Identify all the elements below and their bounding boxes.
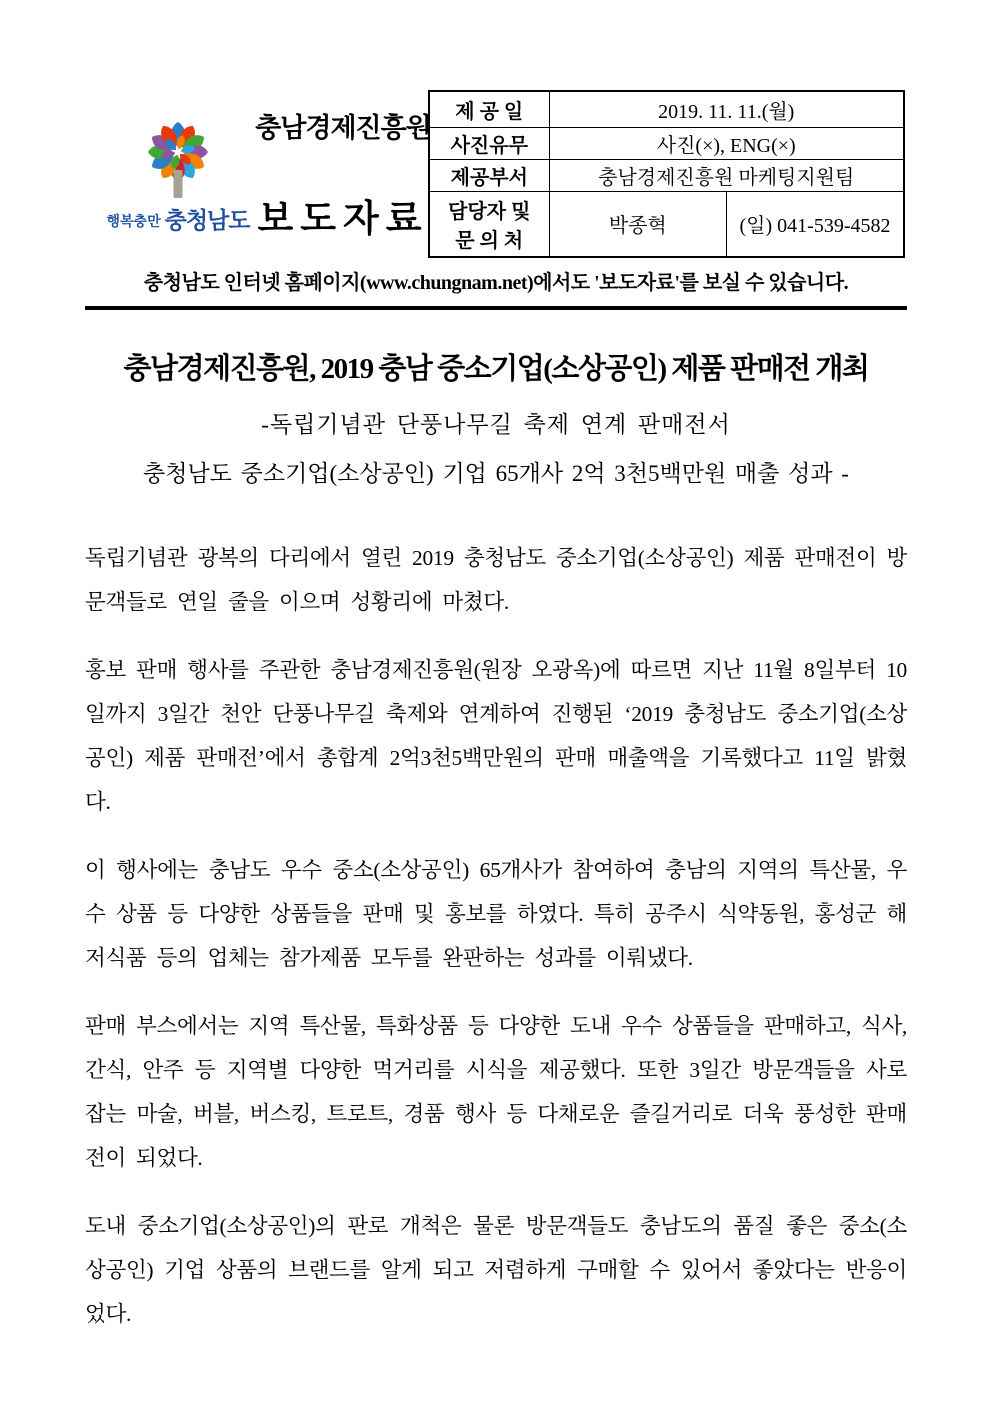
org-name: 충남경제진흥원 <box>255 113 431 143</box>
contact-phone: (일) 041-539-4582 <box>727 191 905 257</box>
contact-name: 박종혁 <box>549 191 727 257</box>
tree-logo-icon <box>122 122 234 200</box>
press-info-table <box>428 90 905 258</box>
paragraph-3: 이 행사에는 충남도 우수 중소(소상공인) 65개사가 참여하여 충남의 지역의 특산물, 우수 상품 등 다양한 상품들을 판매 및 홍보를 하였다. 특히 공주시 식약동원, 홍성군 해저식품 등의 업체는 참가제품 모두를 완판하는 성과를 이뤄냈다. <box>85 858 907 970</box>
article-subtitle-line1: -독립기념관 단풍나무길 축제 연계 판매전서 <box>261 412 731 437</box>
tree-trunk <box>174 170 183 198</box>
table-row <box>429 127 904 159</box>
logo-wordmark <box>98 202 258 235</box>
logo-slogan: 행복충만 <box>106 213 161 229</box>
contact-label-line2: 문 의 처 <box>455 229 524 252</box>
photo-status-label: 사진유무 <box>429 127 549 159</box>
doc-type-title: 보도자료 <box>257 199 429 240</box>
contact-label <box>429 191 549 257</box>
article-subtitle-line2: 충청남도 중소기업(소상공인) 기업 65개사 2억 3천5백만원 매출 성과 - <box>143 461 849 486</box>
paragraph-2: 홍보 판매 행사를 주관한 충남경제진흥원(원장 오광옥)에 따르면 지난 11월 8일부터 10일까지 3일간 천안 단풍나무길 축제와 연계하여 진행된 ‘2019 충청남도 중소기업(소상공인) 제품 판매전’에서 총합계 2억3천5백만원의 판매 매출액을 기록했다고 11일 밝혔다. <box>85 658 907 814</box>
paragraph-5: 도내 중소기업(소상공인)의 판로 개척은 물론 방문객들도 충남도의 품질 좋은 중소(소상공인) 기업 상품의 브랜드를 알게 되고 저렴하게 구매할 수 있어서 좋았다는 반응이었다. <box>85 1214 907 1326</box>
article-body <box>85 536 907 1360</box>
chungnam-logo <box>98 122 258 235</box>
provide-date-value: 2019. 11. 11.(월) <box>549 91 904 127</box>
photo-status-value: 사진(×), ENG(×) <box>549 127 904 159</box>
article-title: 충남경제진흥원, 2019 충남 중소기업(소상공인) 제품 판매전 개최 <box>123 353 869 385</box>
paragraph-4: 판매 부스에서는 지역 특산물, 특화상품 등 다양한 도내 우수 상품들을 판매하고, 식사, 간식, 안주 등 지역별 다양한 먹거리를 시식을 제공했다. 또한 3일간 방문객들을 사로잡는 마술, 버블, 버스킹, 트로트, 경품 행사 등 다채로운 즐길거리로 더욱 풍성한 판매전이 되었다. <box>85 1014 908 1170</box>
contact-label-line1: 담당자 및 <box>448 200 531 223</box>
table-row <box>429 191 904 257</box>
providing-dept-value: 충남경제진흥원 마케팅지원팀 <box>549 159 904 191</box>
table-row <box>429 159 904 191</box>
provide-date-label: 제 공 일 <box>429 91 549 127</box>
website-notice: 충청남도 인터넷 홈페이지(www.chungnam.net)에서도 '보도자료'를 보실 수 있습니다. <box>85 266 907 310</box>
table-row <box>429 91 904 127</box>
logo-region-name: 충청남도 <box>164 207 250 233</box>
paragraph-1: 독립기념관 광복의 다리에서 열린 2019 충청남도 중소기업(소상공인) 제품 판매전이 방문객들로 연일 줄을 이으며 성황리에 마쳤다. <box>85 546 907 614</box>
providing-dept-label: 제공부서 <box>429 159 549 191</box>
